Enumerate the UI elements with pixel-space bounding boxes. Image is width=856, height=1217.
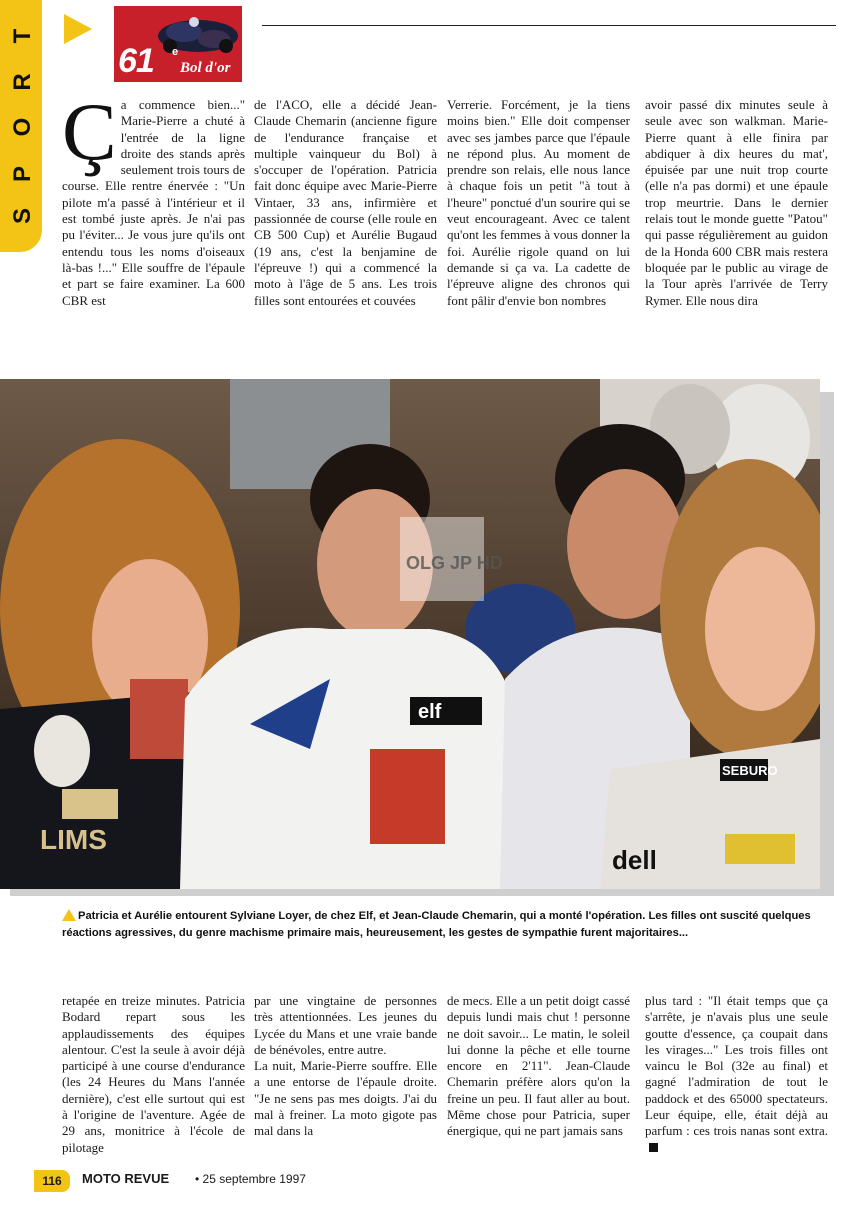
article-column-6 xyxy=(254,993,437,1140)
team-photo-illustration xyxy=(0,379,820,889)
team-photo xyxy=(0,379,820,889)
issue-date: • 25 septembre 1997 xyxy=(195,1172,306,1186)
article-column-5: retapée en treize minutes. Patricia Bodard repart sous les applaudissements des équipes alentour. C'est la seule à avoir déjà participé à une course d'endurance (les 24 Heures du Mans l'année dernière), c'est elle surtout qui est à l'origine de l'aventure. Agée de 29 ans, monitrice à l'école de pilotage xyxy=(62,993,245,1155)
bol-dor-logo xyxy=(114,6,242,82)
end-of-article-mark xyxy=(649,1143,658,1152)
section-tab-letter: S xyxy=(9,208,36,225)
article-column-3: Verrerie. Forcément, je la tiens moins bien." Elle doit compenser avec ses jambes parce que l'épaule ne répond plus. Au moment de prendre son relais, elle nous lance à chaque fois un petit "à tout à l'heure" ponctué d'un sourire qui se veut encourageant. Avec ce talent qu'ont les femmes à vous donner la foi. Aurélie rigole quand on lui demande si ça va. La cadette de l'épreuve aligne des chronos qui font pâlir d'envie bon nombres xyxy=(447,97,630,308)
article-column-2: de l'ACO, elle a décidé Jean-Claude Chemarin (ancienne figure de l'endurance française et multiple vainqueur du Bol) à s'occuper de l'opération. Patricia fait donc équipe avec Marie-Pierre Vintaer, 33 ans, infirmière et passionnée de course (elle roule en CB 500 Cup) et Aurélie Bugaud (19 ans, c'est la benjamine de l'épreuve !) qui a commencé la moto à l'âge de 5 ans. Les trois filles sont entourées et couvées xyxy=(254,97,437,308)
column-6-paragraph-2: La nuit, Marie-Pierre souffre. Elle a une entorse de l'épaule droite. "Je ne sens pas mes doigts. J'ai du mal à freiner. La moto gigote pas mal dans la xyxy=(254,1058,437,1139)
article-column-1 xyxy=(62,86,246,309)
elf-badge-text: elf xyxy=(418,701,442,723)
logo-title: Bol d'or xyxy=(180,60,231,76)
column-1-text: après seulement trois tours de course. Elle rentre énervée : "Un pilote m'a passé à l'intérieur et il est tombé juste après. Je n'ai pas pu l'éviter... Je vous jure qu'ils ont entendu tous les noms d'oiseaux là-bas !..." Elle souffre de l'épaule et part se faire examiner. La 600 CBR est xyxy=(62,145,246,308)
article-column-7: de mecs. Elle a un petit doigt cassé depuis lundi mais chut ! personne ne doit savoir... Le matin, le soleil lui donne la pêche et elle tourne encore en 2'11". Jean-Claude Chemarin préfère alors qu'on la freine un peu. Il faut aller au bout. Même chose pour Patricia, super énergique, qui ne part jamais sans xyxy=(447,993,630,1139)
photo-shadow xyxy=(10,889,834,896)
logo-number: 61 xyxy=(118,42,154,80)
section-tab-letter: O xyxy=(9,117,36,137)
page-number: 116 xyxy=(34,1170,70,1192)
suit-logo-dell: dell xyxy=(612,845,657,875)
photo-caption xyxy=(62,908,822,941)
jacket-logo-lims: LIMS xyxy=(40,824,107,855)
column-6-paragraph-1: par une vingtaine de personnes très attentionnées. Les jeunes du Lycée du Mans et une vraie bande de bénévoles, entre autre. xyxy=(254,993,437,1057)
photo-shadow xyxy=(820,392,834,896)
column-8-text: plus tard : "Il était temps que ça s'arrête, je n'avais plus une seule goutte d'essence, ça coupait dans les virages..." Les trois filles ont vaincu le Bol (32e au final) et gagné l'admiration de tout le paddock et des 65000 spectateurs. Leur équipe, elle, était déjà au parfum : ces trois nanas sont extra. xyxy=(645,993,828,1139)
article-column-4: avoir passé dix minutes seule à seule avec son walkman. Marie-Pierre quant à elle finira par abdiquer à dix heures du mat', épuisée par une nuit trop courte (elle n'a pas dormi) et une épaule trop meurtrie. Dans le dernier relais tout le monde guette "Patou" qui passe régulièrement au guidon de la Honda 600 CBR mais restera bloquée par le public au virage de la Tour après l'arrivée de Terry Rymer. Elle nous dira xyxy=(645,97,828,308)
section-marker-triangle xyxy=(64,14,92,44)
column-1-lead: a commence bien..." Marie-Pierre a chuté à l'entrée de la ligne droite des stands xyxy=(120,97,245,161)
section-tab-letter: R xyxy=(9,73,36,91)
header-rule xyxy=(262,25,836,26)
photo-watermark: OLG JP HD xyxy=(406,553,503,573)
logo-superscript: e xyxy=(172,46,179,58)
photo-caption-text: Patricia et Aurélie entourent Sylviane Loyer, de chez Elf, et Jean-Claude Chemarin, qui a monté l'opération. Les filles ont suscité quelques réactions agressives, du genre machisme primaire mais, heureusement, les gestes de sympathie furent majoritaires... xyxy=(62,910,811,939)
magazine-name: MOTO REVUE xyxy=(82,1171,170,1186)
article-column-8 xyxy=(645,993,828,1156)
section-tab-letter: T xyxy=(9,28,36,44)
section-tab-sport xyxy=(0,0,42,252)
drop-cap: Ç xyxy=(62,86,117,177)
section-tab-letter: P xyxy=(9,166,36,183)
suit-logo-seburo: SEBURO xyxy=(722,763,778,778)
